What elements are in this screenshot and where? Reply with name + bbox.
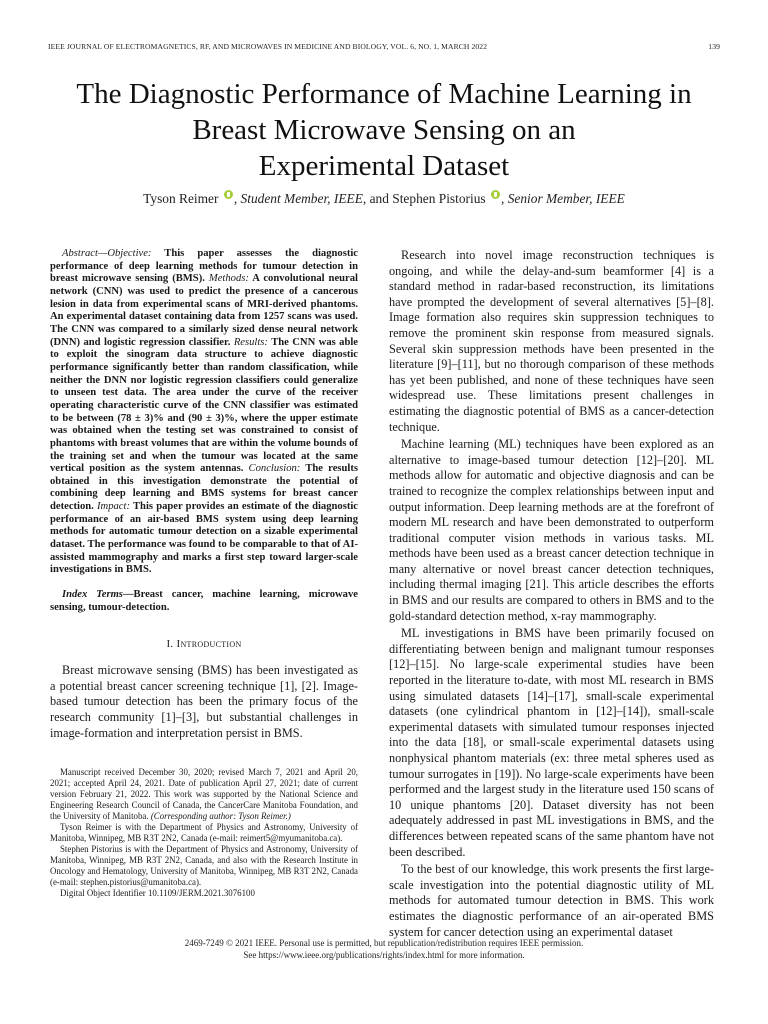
body-paragraph: To the best of our knowledge, this work presents the first large-scale investigation into the potential diagnostic utility of ML methods for automated tumour detection in BMS. This work estimates the diagnostic performance of an air-operated BMS system for cancer detection using an experimental dataset (389, 862, 714, 939)
paper-title (30, 76, 738, 184)
title-line-1: The Diagnostic Performance of Machine Learning in (76, 78, 692, 110)
objective-text: This paper assesses the diagnostic performance of deep learning methods for tumour detection in breast microwave sensing (BMS). (50, 248, 358, 285)
section-heading-introduction (50, 638, 358, 652)
footnote-received (50, 767, 358, 822)
intro-paragraph: Breast microwave sensing (BMS) has been investigated as a potential breast cancer screening technique [1], [2]. Image-based tumour detection has been the primary focus of the research community [1]–[3], but substantial challenges in image-formation and interpretation persist in BMS. (50, 663, 358, 740)
author-separator: , and (362, 191, 393, 206)
orcid-icon[interactable] (491, 190, 500, 199)
methods-text: A convolutional neural network (CNN) was used to predict the presence of a cancerous lesion in data from experimental scans of MRI-derived phantoms. An experimental dataset containing data from 1257 scans was used. The CNN was compared to a similarly sized dense neural network (DNN) and logistic regression classifier. (50, 273, 358, 348)
abstract-label: Abstract— (62, 248, 108, 259)
running-header (48, 42, 720, 51)
footnote-pistorius: Stephen Pistorius is with the Department of Physics and Astronomy, University of Manitoba, Winnipeg, MB R3T 2N2, Canada, and also with the Research Institute in Oncology and Hematology, University of Manitoba, Winnipeg, MB R3T 2N2, Canada (e-mail: stephen.pistorius@umanitoba.ca). (50, 844, 358, 888)
impact-text: This paper provides an estimate of the diagnostic performance of an air-based BMS system using deep learning methods for automatic tumour detection on a sizable experimental dataset. The performance was found to be comparable to that of AI-assisted mammography and marks a first step toward larger-scale investigations in BMS. (50, 501, 358, 576)
copyright-footer (60, 938, 708, 961)
footnote-reimer: Tyson Reimer is with the Department of Physics and Astronomy, University of Manitoba, Winnipeg, MB R3T 2N2, Canada (e-mail: reimert5@myumanitoba.ca). (50, 822, 358, 844)
orcid-icon[interactable] (224, 190, 233, 199)
methods-label: Methods: (208, 273, 249, 285)
author-role-1: Student Member, IEEE (240, 191, 363, 206)
conclusion-label: Conclusion: (248, 463, 301, 475)
index-terms (50, 589, 358, 614)
footnote-corresponding: (Corresponding author: Tyson Reimer.) (150, 811, 291, 822)
page-number: 139 (708, 42, 720, 51)
footnote-doi[interactable]: Digital Object Identifier 10.1109/JERM.2021.3076100 (60, 888, 255, 899)
section-title: Introduction (176, 638, 242, 651)
title-line-3: Experimental Dataset (258, 150, 510, 182)
conclusion-text: The results obtained in this investigation demonstrate the potential of combining deep learning and BMS systems for breast cancer detection. (50, 463, 358, 513)
body-paragraph: Machine learning (ML) techniques have been explored as an alternative to image-based tumour detection [12]–[20]. ML methods allow for automatic and objective diagnosis and can be trained to recognize the complex relationships between input and output information. Deep learning methods are at the forefront of modern ML research and have been demonstrated to outperform traditional computer vision methods in various tasks. ML methods have been used as a breast cancer detection technique in many alternative or novel breast cancer detection techniques, including thermal imaging [21]. This article describes the efforts in BMS and our results are compared to others in BMS and to the gold-standard detection method, x-ray mammography. (389, 437, 714, 623)
author-role-2: Senior Member, IEEE (507, 191, 625, 206)
journal-name: IEEE JOURNAL OF ELECTROMAGNETICS, RF, AND MICROWAVES IN MEDICINE AND BIOLOGY, VOL. 6, NO. 1, MARCH 2022 (48, 42, 488, 51)
footnotes (50, 767, 358, 899)
results-label: Results: (233, 336, 268, 348)
index-terms-label: Index Terms (62, 589, 123, 601)
impact-label: Impact: (97, 501, 130, 513)
index-terms-text: —Breast cancer, machine learning, microwave sensing, tumour-detection. (50, 589, 358, 613)
title-line-2: Breast Microwave Sensing on an (192, 114, 576, 146)
permissions-link[interactable]: See https://www.ieee.org/publications/rights/index.html for more information. (243, 949, 525, 960)
abstract (50, 248, 358, 577)
body-paragraph: ML investigations in BMS have been primarily focused on differentiating between benign and malignant tumour responses [12]–[15]. No large-scale experimental studies have been reported in the literature to-date, with most ML research in BMS using simulated datasets [14]–[17], small-scale experimental datasets (one cylindrical phantom in [12]–[14]), small-scale experimental datasets with simulated tumour responses injected into the data [18], or small-scale experimental datasets using nonphysical phantom materials (ex: three metal spheres used as tumour surrogates in [19]). No large-scale experiments have been performed and the largest study in the literature used 150 scans of 10 unique phantoms [20]. Dataset diversity has not been adequately addressed in past ML investigations in BMS, and the differences between repeated scans of the same phantom have not been described. (389, 626, 714, 859)
results-text: The CNN was able to exploit the sinogram data structure to achieve diagnostic performance significantly better than random classification, while neither the DNN nor logistic regression classifiers could generalize to unseen test data. The area under the curve of the receiver operating characteristic curve of the CNN classifier was estimated to be between (78 ± 3)% and (90 ± 3)%, where the upper estimate was obtained when the testing set was constrained to consist of phantoms with breast volumes that are within the volume bounds of the training set and when the tumour was located at the same vertical position as the system antennas. (50, 336, 359, 475)
right-column (389, 248, 714, 942)
author-name-2: Stephen Pistorius (392, 191, 486, 206)
copyright-line: 2469-7249 © 2021 IEEE. Personal use is permitted, but republication/redistribution requires IEEE permission. (184, 938, 584, 948)
section-number: I. (166, 638, 177, 651)
author-list: Tyson Reimer , Student Member, IEEE, and Stephen Pistorius , Senior Member, IEEE (143, 191, 625, 206)
objective-label: Objective: (107, 248, 152, 259)
footnote-received-text: Manuscript received December 30, 2020; revised March 7, 2021 and April 20, 2021; accepted April 24, 2021. Date of publication April 27, 2021; date of current version February 21, 2022. This work was supported by the National Science and Engineering Research Council of Canada, the CancerCare Manitoba Foundation, and the University of Manitoba. (50, 767, 358, 822)
left-column (50, 248, 358, 899)
body-paragraph: Research into novel image reconstruction techniques is ongoing, and while the delay-and-sum beamformer [4] is a standard method in radar-based reconstruction, its limitations have prompted the development of several alternatives [5]–[8]. Image formation also requires skin suppression techniques to remove the prominent skin response from measured signals. Several skin suppression methods have been presented in the literature [9]–[11], but no thorough comparison of these methods has yet been published, and none of these techniques have seen widespread use. These limitations present challenges in estimating the diagnostic potential of BMS as a cancer-detection technique. (389, 248, 714, 434)
author-name-1: Tyson Reimer (143, 191, 219, 206)
